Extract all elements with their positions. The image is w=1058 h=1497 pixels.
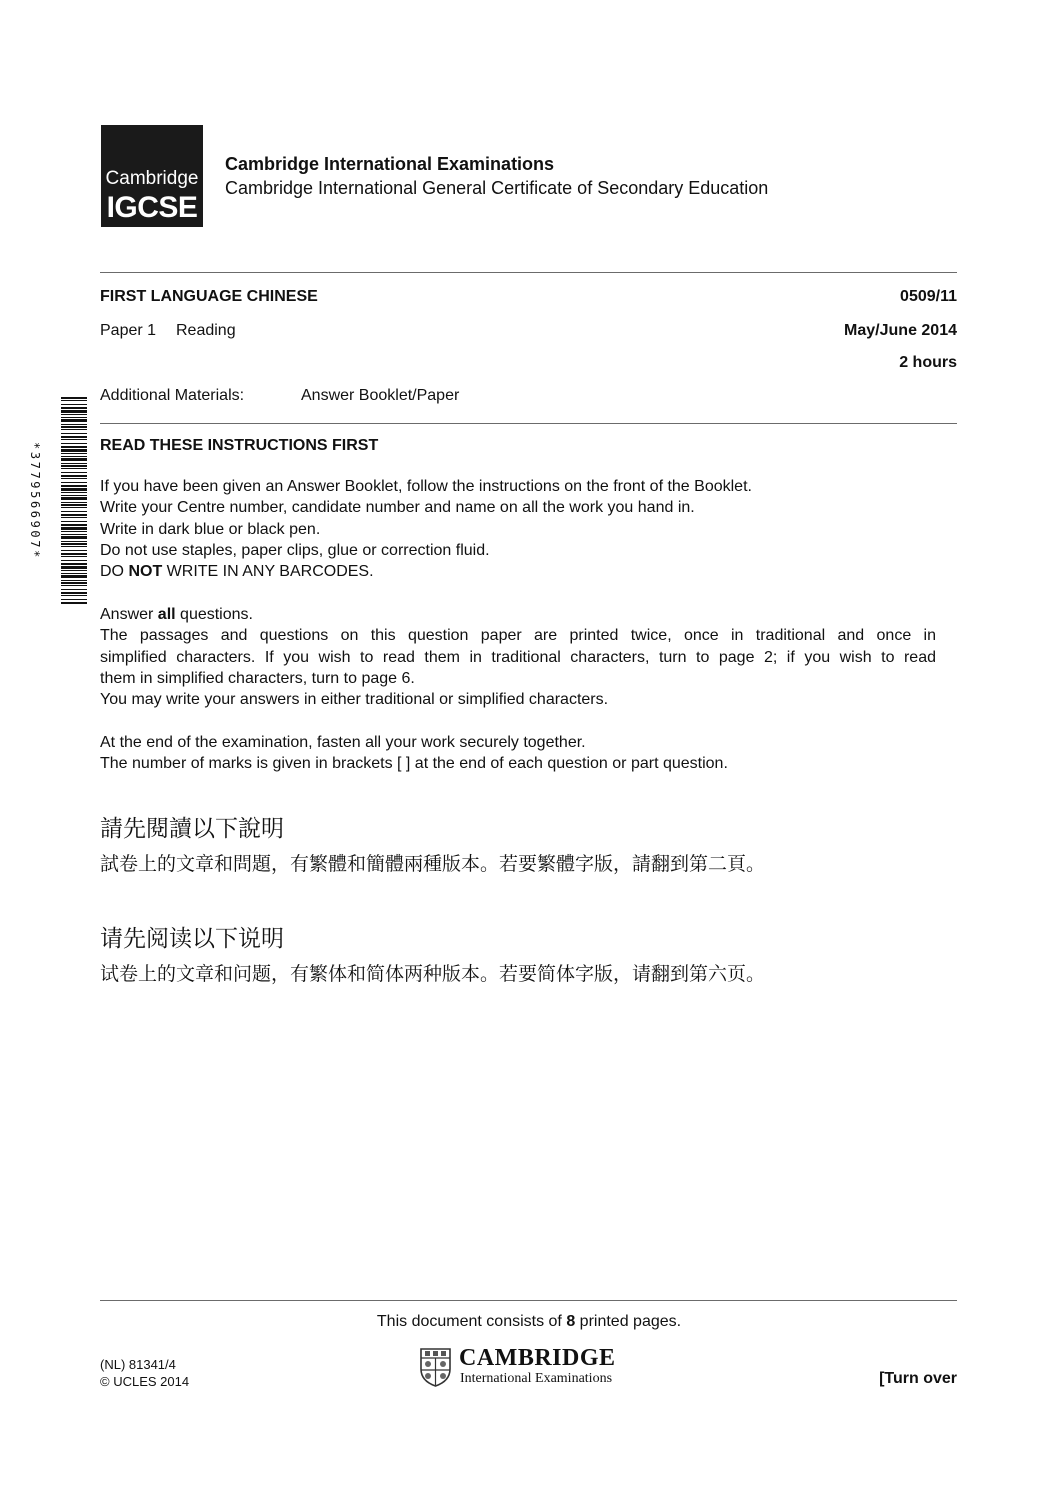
instructions-block <box>100 476 936 582</box>
qualification-title: Cambridge International General Certificate of Secondary Education <box>225 178 769 198</box>
page-count-text: printed pages. <box>575 1313 682 1330</box>
instruction-line: Do not use staples, paper clips, glue or correction fluid. <box>100 541 490 559</box>
copyright: © UCLES 2014 <box>100 1374 190 1389</box>
instruction-text: WRITE IN ANY BARCODES. <box>162 563 374 581</box>
cambridge-wordmark: CAMBRIDGE <box>459 1345 616 1371</box>
page-count-number: 8 <box>566 1313 576 1330</box>
instruction-line: At the end of the examination, fasten all your work securely together. <box>100 734 586 751</box>
materials-value: Answer Booklet/Paper <box>301 387 460 404</box>
instruction-line: The passages and questions on this question paper are printed twice, once in traditional and once in <box>100 627 936 645</box>
page-count-note <box>0 1313 1058 1331</box>
cambridge-crest-icon <box>419 1347 452 1387</box>
instruction-line: Write in dark blue or black pen. <box>100 520 321 538</box>
instruction-text: questions. <box>175 606 253 623</box>
logo-line-cambridge: Cambridge <box>105 168 199 189</box>
instruction-emphasis: all <box>157 606 176 623</box>
instruction-line: them in simplified characters, turn to page 6. <box>100 669 415 687</box>
divider-footer <box>100 1300 957 1301</box>
simplified-heading: 请先阅读以下说明 <box>100 926 284 952</box>
document-code: (NL) 81341/4 <box>100 1357 176 1372</box>
instruction-line: You may write your answers in either traditional or simplified characters. <box>100 691 609 709</box>
turn-over: [Turn over <box>879 1370 957 1387</box>
answer-block <box>100 604 936 710</box>
materials-label: Additional Materials: <box>100 387 245 404</box>
divider-top <box>100 272 957 273</box>
instruction-text: DO <box>100 563 129 581</box>
traditional-heading: 請先閱讀以下說明 <box>100 816 284 842</box>
paper-label: Paper 1 <box>100 322 157 339</box>
syllabus-code: 0509/11 <box>900 288 957 305</box>
subject-title: FIRST LANGUAGE CHINESE <box>100 288 318 305</box>
traditional-text: 試卷上的文章和問題，有繁體和簡體兩種版本。若要繁體字版，請翻到第二頁。 <box>100 853 766 875</box>
instruction-line: Write your Centre number, candidate number and name on all the work you hand in. <box>100 499 695 517</box>
instruction-emphasis: NOT <box>128 563 163 581</box>
cambridge-wordmark-sub: International Examinations <box>460 1371 613 1386</box>
page-count-text: This document consists of <box>376 1313 567 1330</box>
paper-name: Reading <box>176 322 236 339</box>
exam-session: May/June 2014 <box>844 322 957 339</box>
barcode-number: *3779566907* <box>28 441 42 560</box>
instruction-line: If you have been given an Answer Booklet, follow the instructions on the front of the Booklet. <box>100 478 752 495</box>
instruction-line-barcodes <box>100 561 936 582</box>
divider-instructions <box>100 423 957 424</box>
instruction-line-answer <box>100 604 936 625</box>
instruction-text: Answer <box>100 606 158 623</box>
exam-duration: 2 hours <box>899 354 957 371</box>
instruction-line: The number of marks is given in brackets [ ] at the end of each question or part question. <box>100 755 728 773</box>
cambridge-igcse-logo <box>101 125 203 227</box>
barcode <box>45 397 87 604</box>
board-title: Cambridge International Examinations <box>225 154 555 174</box>
simplified-text: 试卷上的文章和问题，有繁体和简体两种版本。若要简体字版，请翻到第六页。 <box>100 963 766 985</box>
instruction-line: simplified characters. If you wish to read them in traditional characters, turn to page 2; if you wish to read <box>100 648 936 666</box>
instructions-heading: READ THESE INSTRUCTIONS FIRST <box>100 437 379 454</box>
logo-line-igcse: IGCSE <box>106 191 198 224</box>
end-block <box>100 732 936 775</box>
